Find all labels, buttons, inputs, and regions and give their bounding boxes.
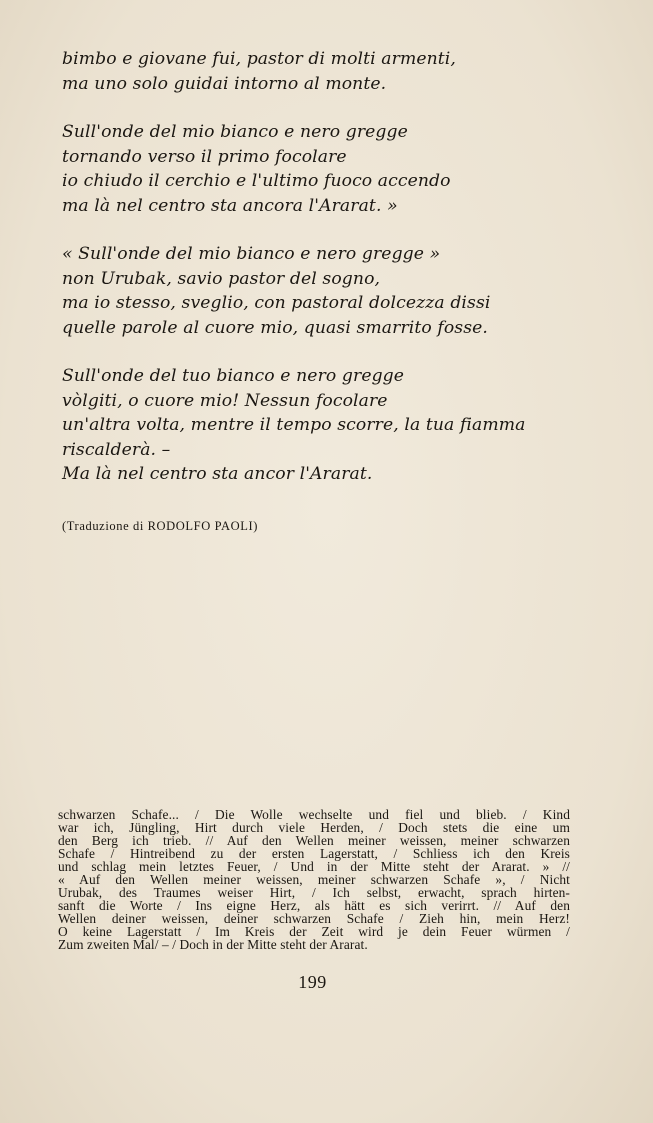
poem-line: io chiudo il cerchio e l'ultimo fuoco accendo bbox=[62, 171, 451, 191]
poem-line: ma là nel centro sta ancora l'Ararat. » bbox=[62, 195, 398, 216]
footnote-line: Urubak, des Traumes weiser Hirt, / Ich selbst, erwacht, sprach hirten- bbox=[58, 885, 570, 900]
poem-line: bimbo e giovane fui, pastor di molti armenti, bbox=[62, 49, 456, 69]
footnote-line: Zum zweiten Mal/ – / Doch in der Mitte steht der Ararat. bbox=[58, 937, 368, 952]
footnote-line: O keine Lagerstatt / Im Kreis der Zeit wird je dein Feuer würmen / bbox=[58, 924, 570, 939]
poem-line: tornando verso il primo focolare bbox=[62, 146, 347, 167]
translation-credit: (Traduzione di RODOLFO PAOLI) bbox=[62, 519, 258, 533]
footnote-line: sanft die Worte / Ins eigne Herz, als hätt es sich verirrt. // Auf den bbox=[58, 898, 570, 913]
stanza bbox=[62, 47, 582, 96]
poem-line: non Urubak, savio pastor del sogno, bbox=[62, 268, 381, 289]
poem-line: ma uno solo guidai intorno al monte. bbox=[62, 73, 387, 94]
poem-line: Sull'onde del tuo bianco e nero gregge bbox=[62, 366, 405, 386]
poem-line: quelle parole al cuore mio, quasi smarrito fosse. bbox=[62, 317, 488, 338]
footnote-line: und schlag mein letztes Feuer, / Und in der Mitte steht der Ararat. » // bbox=[58, 859, 570, 874]
stanza bbox=[62, 120, 582, 218]
footnote-line: war ich, Jüngling, Hirt durch viele Herden, / Doch stets die eine um bbox=[58, 820, 570, 835]
poem-line: vòlgiti, o cuore mio! Nessun focolare bbox=[62, 390, 388, 411]
poem-line: un'altra volta, mentre il tempo scorre, la tua fiamma bbox=[62, 415, 526, 435]
poem-line: Ma là nel centro sta ancor l'Ararat. bbox=[62, 464, 373, 484]
footnote-line: schwarzen Schafe... / Die Wolle wechselte und fiel und blieb. / Kind bbox=[58, 807, 570, 822]
page-number: 199 bbox=[298, 972, 327, 992]
stanza bbox=[62, 242, 582, 340]
footnote-line: den Berg ich trieb. // Auf den Wellen meiner weissen, meiner schwarzen bbox=[58, 833, 570, 848]
stanza bbox=[62, 364, 582, 487]
footnote-line: Wellen deiner weissen, deiner schwarzen Schafe / Zieh hin, mein Herz! bbox=[58, 911, 570, 926]
poem-line: ma io stesso, sveglio, con pastoral dolcezza dissi bbox=[62, 293, 491, 313]
poem-line: Sull'onde del mio bianco e nero gregge bbox=[62, 122, 408, 142]
poem-line: « Sull'onde del mio bianco e nero gregge » bbox=[62, 244, 441, 264]
footnote bbox=[58, 808, 570, 951]
poem-line: riscalderà. – bbox=[62, 439, 171, 460]
footnote-line: Schafe / Hintreibend zu der ersten Lagerstatt, / Schliess ich den Kreis bbox=[58, 846, 570, 861]
poem bbox=[62, 47, 582, 511]
footnote-line: « Auf den Wellen meiner weissen, meiner schwarzen Schafe », / Nicht bbox=[58, 872, 570, 887]
